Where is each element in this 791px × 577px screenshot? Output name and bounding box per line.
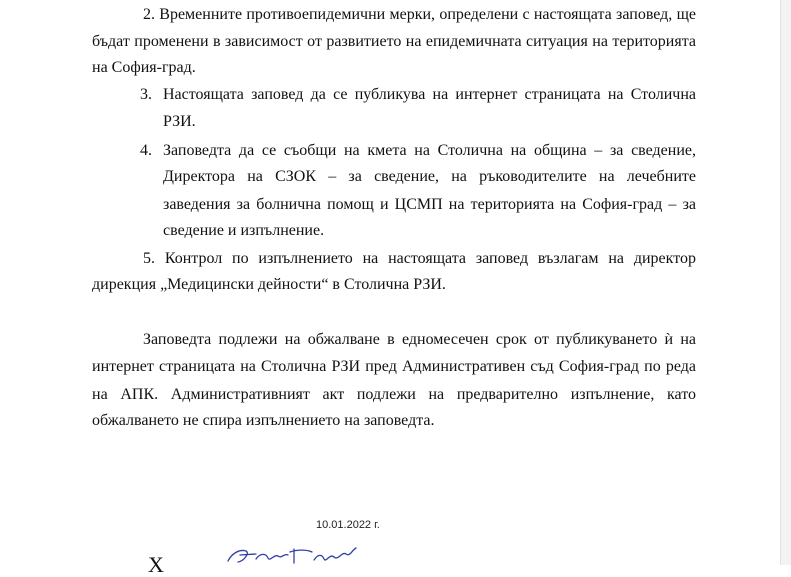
list-item-3-line-2: РЗИ.	[163, 113, 196, 130]
list-item-3-line-1: Настоящата заповед да се публикува на интернет страницата на Столична	[163, 86, 696, 103]
paragraph-5-line-1: 5. Контрол по изпълнението на настоящата заповед възлагам на директор	[143, 250, 696, 267]
paragraph-2-line-2: бъдат променени в зависимост от развитието на епидемичната ситуация на територията	[92, 33, 696, 50]
paragraph-5-line-2: дирекция „Медицински дейности“ в Столична РЗИ.	[92, 276, 446, 293]
list-item-4-number: 4.	[140, 142, 152, 159]
list-item-4-line-1: Заповедта да се съобщи на кмета на Столична на община – за сведение,	[163, 142, 696, 159]
paragraph-2-line-3: на София-град.	[92, 59, 196, 76]
list-item-3-number: 3.	[140, 86, 152, 103]
appeal-line-4: обжалването не спира изпълнението на заповедта.	[92, 412, 435, 429]
appeal-line-3: на АПК. Административният акт подлежи на предварително изпълнение, като	[92, 386, 696, 403]
appeal-line-1: Заповедта подлежи на обжалване в едномесечен срок от публикуването ѝ на	[143, 331, 696, 348]
document-date: 10.01.2022 г.	[316, 519, 380, 531]
list-item-4-line-3: заведения за болнична помощ и ЦСМП на територията на София-град – за	[163, 196, 696, 213]
list-item-4-line-2: Директора на СЗОК – за сведение, на ръководителите на лечебните	[163, 168, 696, 185]
signature-initial: Х	[148, 552, 164, 577]
appeal-line-2: интернет страницата на Столична РЗИ пред Административен съд София-град по реда	[92, 358, 696, 375]
paragraph-2-line-1: 2. Временните противоепидемични мерки, определени с настоящата заповед, ще	[143, 6, 696, 23]
list-item-4-line-4: сведение и изпълнение.	[163, 222, 325, 239]
handwritten-signature	[222, 545, 362, 565]
viewer-edge	[780, 0, 791, 565]
